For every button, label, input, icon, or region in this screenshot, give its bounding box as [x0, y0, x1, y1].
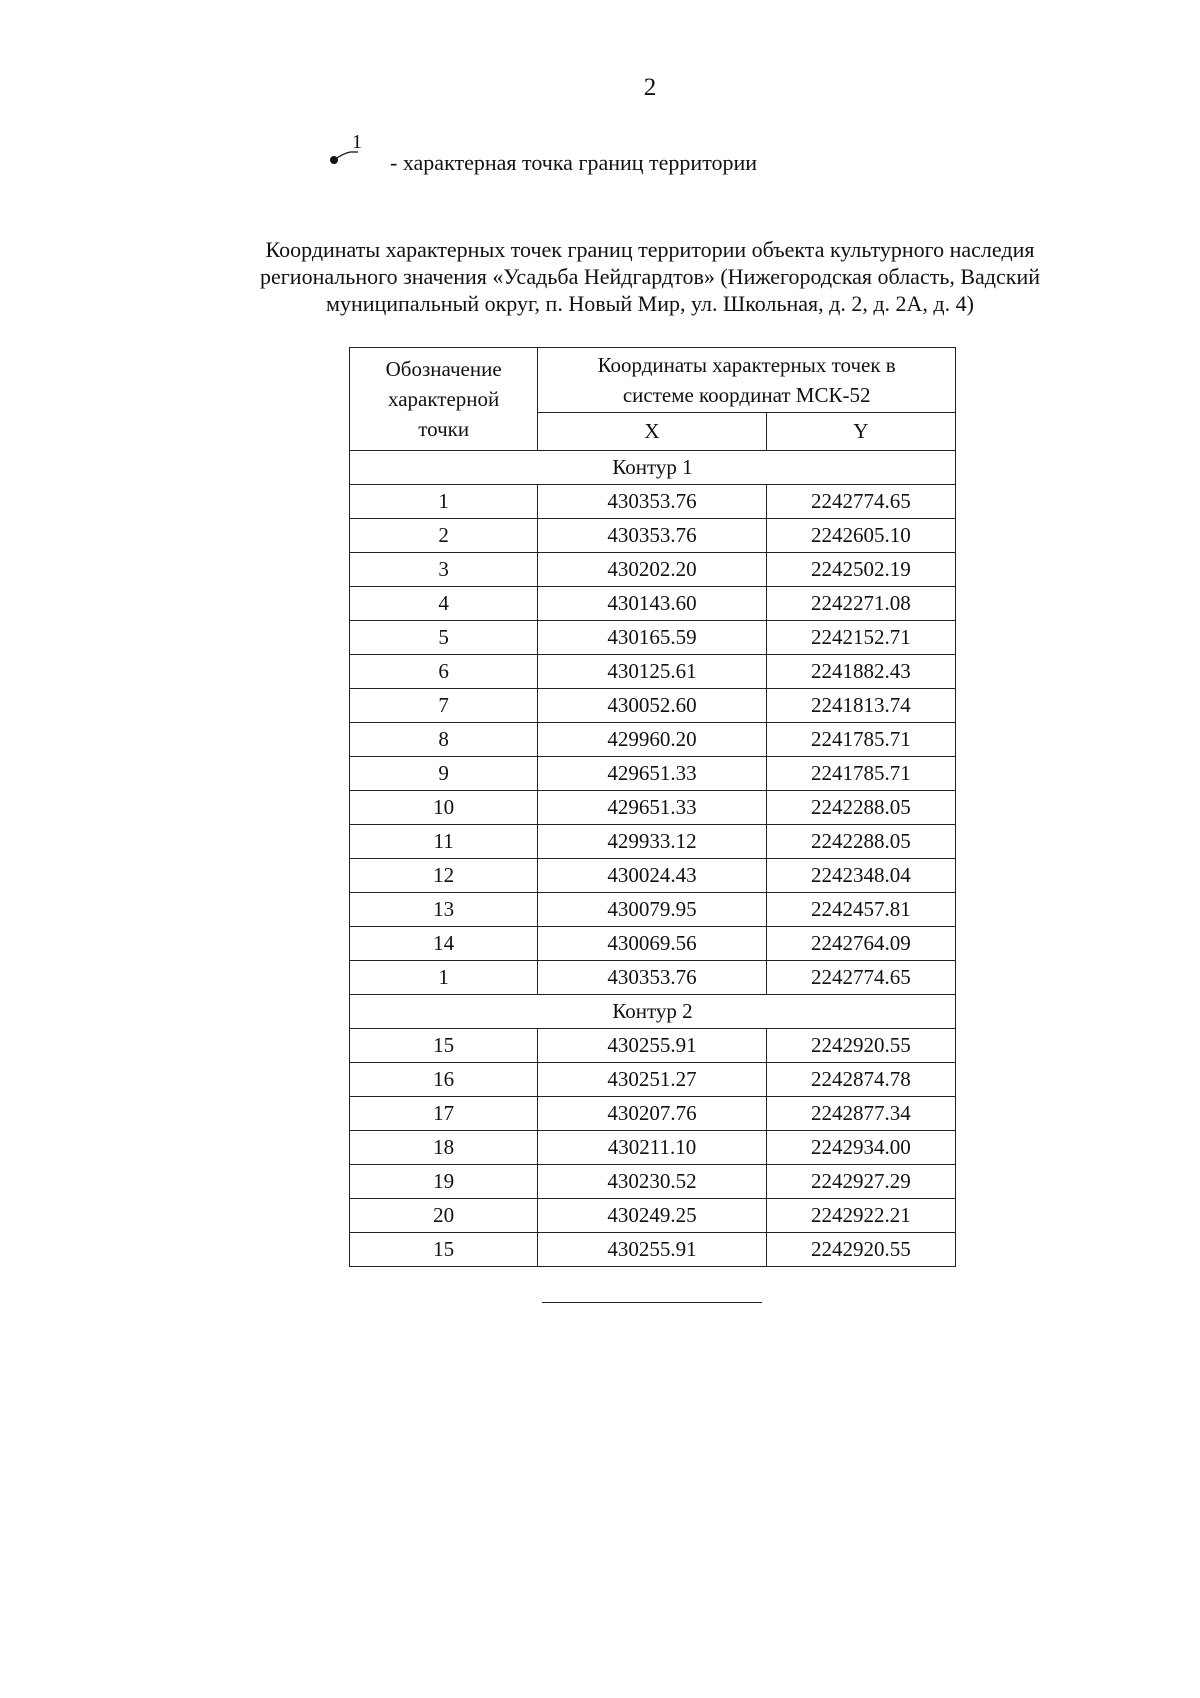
cell-x: 430230.52 [538, 1165, 766, 1199]
cell-point: 10 [350, 791, 538, 825]
cell-x: 430165.59 [538, 621, 766, 655]
table-row [350, 961, 956, 995]
cell-point: 15 [350, 1029, 538, 1063]
legend-text: - характерная точка границ территории [390, 150, 758, 175]
cell-x: 430143.60 [538, 587, 766, 621]
cell-x: 430202.20 [538, 553, 766, 587]
cell-x: 430255.91 [538, 1029, 766, 1063]
table-row [350, 927, 956, 961]
table-row [350, 655, 956, 689]
cell-y: 2241785.71 [766, 757, 955, 791]
header-y: Y [766, 413, 955, 451]
cell-point: 19 [350, 1165, 538, 1199]
cell-x: 430079.95 [538, 893, 766, 927]
cell-point: 1 [350, 961, 538, 995]
coordinates-table [349, 347, 956, 1267]
cell-point: 8 [350, 723, 538, 757]
cell-point: 7 [350, 689, 538, 723]
cell-y: 2242920.55 [766, 1233, 955, 1267]
cell-point: 14 [350, 927, 538, 961]
cell-y: 2242152.71 [766, 621, 955, 655]
cell-point: 6 [350, 655, 538, 689]
cell-point: 5 [350, 621, 538, 655]
cell-y: 2242457.81 [766, 893, 955, 927]
cell-point: 2 [350, 519, 538, 553]
cell-y: 2242922.21 [766, 1199, 955, 1233]
cell-point: 17 [350, 1097, 538, 1131]
table-row [350, 553, 956, 587]
cell-x: 429651.33 [538, 757, 766, 791]
cell-x: 430255.91 [538, 1233, 766, 1267]
table-row [350, 519, 956, 553]
cell-point: 20 [350, 1199, 538, 1233]
cell-point: 18 [350, 1131, 538, 1165]
table-row [350, 621, 956, 655]
table-row [350, 859, 956, 893]
cell-x: 430251.27 [538, 1063, 766, 1097]
cell-x: 430211.10 [538, 1131, 766, 1165]
cell-x: 430249.25 [538, 1199, 766, 1233]
cell-point: 4 [350, 587, 538, 621]
table-row [350, 791, 956, 825]
header-point-designation: Обозначение характерной точки [350, 348, 538, 451]
document-title-line: Координаты характерных точек границ территории объекта культурного наследия [265, 237, 1035, 262]
section-title: Контур 1 [350, 451, 956, 485]
section-title: Контур 2 [350, 995, 956, 1029]
table-row [350, 1063, 956, 1097]
table-row [350, 893, 956, 927]
cell-x: 430024.43 [538, 859, 766, 893]
table-row [350, 689, 956, 723]
cell-y: 2242348.04 [766, 859, 955, 893]
cell-x: 430353.76 [538, 519, 766, 553]
cell-y: 2242927.29 [766, 1165, 955, 1199]
cell-y: 2242920.55 [766, 1029, 955, 1063]
cell-y: 2242271.08 [766, 587, 955, 621]
cell-y: 2242774.65 [766, 485, 955, 519]
table-row [350, 485, 956, 519]
table-row [350, 1131, 956, 1165]
cell-y: 2241882.43 [766, 655, 955, 689]
page-number: 2 [643, 74, 657, 101]
cell-y: 2242874.78 [766, 1063, 955, 1097]
cell-y: 2242288.05 [766, 825, 955, 859]
cell-y: 2242934.00 [766, 1131, 955, 1165]
cell-y: 2241785.71 [766, 723, 955, 757]
cell-y: 2242764.09 [766, 927, 955, 961]
header-x: X [538, 413, 766, 451]
cell-x: 429651.33 [538, 791, 766, 825]
cell-y: 2242774.65 [766, 961, 955, 995]
cell-x: 430069.56 [538, 927, 766, 961]
table-row [350, 587, 956, 621]
section-row [350, 995, 956, 1029]
table-row [350, 825, 956, 859]
section-row [350, 451, 956, 485]
document-title [150, 236, 1150, 317]
document-title-line: муниципальный округ, п. Новый Мир, ул. Школьная, д. 2, д. 2А, д. 4) [326, 291, 974, 316]
cell-y: 2242877.34 [766, 1097, 955, 1131]
cell-y: 2242288.05 [766, 791, 955, 825]
header-coordinates: Координаты характерных точек в системе координат МСК-52 [538, 348, 956, 413]
cell-y: 2242502.19 [766, 553, 955, 587]
table-row [350, 1233, 956, 1267]
coordinates-table-body [350, 451, 956, 1267]
cell-point: 16 [350, 1063, 538, 1097]
boundary-point-icon [328, 138, 368, 178]
table-row [350, 1097, 956, 1131]
cell-x: 430353.76 [538, 961, 766, 995]
boundary-point-icon-label: 1 [352, 131, 362, 153]
cell-point: 11 [350, 825, 538, 859]
cell-point: 3 [350, 553, 538, 587]
table-row [350, 723, 956, 757]
document-title-line: регионального значения «Усадьба Нейдгардтов» (Нижегородская область, Вадский [260, 264, 1040, 289]
cell-point: 12 [350, 859, 538, 893]
cell-y: 2241813.74 [766, 689, 955, 723]
cell-point: 1 [350, 485, 538, 519]
cell-x: 430207.76 [538, 1097, 766, 1131]
end-divider [542, 1302, 762, 1303]
table-row [350, 1199, 956, 1233]
cell-x: 429960.20 [538, 723, 766, 757]
cell-x: 429933.12 [538, 825, 766, 859]
cell-point: 13 [350, 893, 538, 927]
table-row [350, 757, 956, 791]
cell-point: 9 [350, 757, 538, 791]
table-row [350, 1165, 956, 1199]
cell-y: 2242605.10 [766, 519, 955, 553]
table-row [350, 1029, 956, 1063]
cell-x: 430052.60 [538, 689, 766, 723]
cell-point: 15 [350, 1233, 538, 1267]
cell-x: 430125.61 [538, 655, 766, 689]
cell-x: 430353.76 [538, 485, 766, 519]
